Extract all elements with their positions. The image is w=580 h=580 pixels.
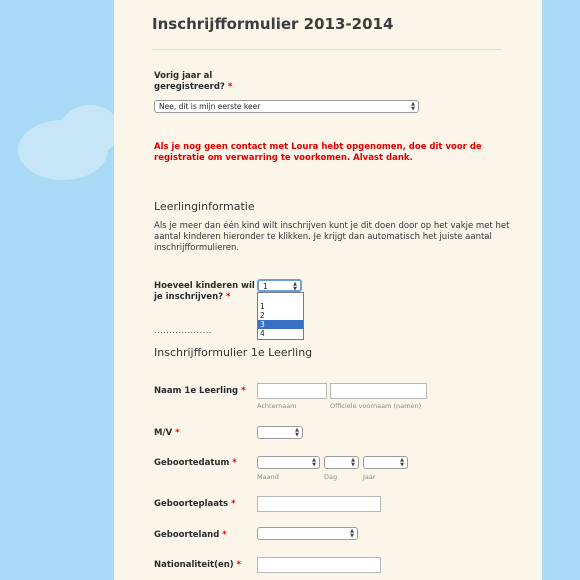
form1-heading: Inschrijfformulier 1e Leerling [154, 346, 313, 359]
select-arrows-icon: ▲ ▼ [293, 281, 297, 292]
required-marker: * [226, 292, 231, 302]
birthdate-label [154, 458, 237, 469]
children-count-label [154, 281, 259, 303]
select-arrows-icon: ▲ ▼ [411, 101, 415, 112]
children-count-select[interactable] [257, 279, 302, 292]
required-marker: * [175, 428, 180, 438]
prev-year-select[interactable] [154, 100, 419, 113]
prev-year-select-value: Nee, dit is mijn eerste keer [159, 102, 261, 111]
first-name-hint: Officiele voornaam (namen) [330, 402, 422, 410]
birth-year-hint: Jaar [363, 473, 376, 481]
birthplace-label [154, 499, 236, 510]
birthplace-label-text: Geboorteplaats [154, 499, 229, 509]
gender-label [154, 428, 180, 439]
required-marker: * [231, 499, 236, 509]
children-count-select-value: 1 [263, 282, 268, 291]
birth-month-select[interactable] [257, 456, 320, 469]
dropdown-option[interactable]: 4 [260, 329, 265, 338]
children-count-label-text: Hoeveel kinderen wil je inschrijven? [154, 281, 255, 302]
prev-year-label-text: Vorig jaar al geregistreerd? [154, 71, 225, 92]
birthcountry-select[interactable] [257, 527, 358, 540]
section-separator: ................... [154, 326, 212, 335]
select-arrows-icon: ▲ ▼ [295, 427, 299, 438]
background-cloud [60, 105, 120, 155]
student-name-label [154, 386, 246, 397]
dropdown-option-highlighted[interactable]: 3 [258, 320, 303, 329]
select-arrows-icon: ▲ ▼ [350, 528, 354, 539]
form-page [114, 0, 542, 580]
nationality-label-text: Nationaliteit(en) [154, 560, 234, 570]
prev-year-label [154, 71, 244, 93]
last-name-hint: Achternaam [257, 402, 297, 410]
gender-label-text: M/V [154, 428, 173, 438]
student-name-label-text: Naam 1e Leerling [154, 386, 239, 396]
birth-day-select[interactable] [324, 456, 359, 469]
student-info-text: Als je meer dan één kind wilt inschrijven kunt je dit doen door op het vakje met het aantal kinderen hieronder te klikken. Je krijgt dan automatisch het juiste aantal inschrijfformulieren. [154, 221, 510, 253]
required-marker: * [232, 458, 237, 468]
birthcountry-label-text: Geboorteland [154, 530, 220, 540]
birthcountry-label [154, 530, 227, 541]
select-arrows-icon: ▲ ▼ [351, 457, 355, 468]
birth-year-select[interactable] [363, 456, 408, 469]
warning-message: Als je nog geen contact met Loura hebt opgenomen, doe dit voor de registratie om verwarring te voorkomen. Alvast dank. [154, 142, 482, 163]
nationality-input[interactable] [257, 557, 381, 573]
dropdown-option[interactable] [258, 293, 303, 302]
birth-month-hint: Maand [257, 473, 279, 481]
nationality-label [154, 560, 241, 571]
select-arrows-icon: ▲ ▼ [312, 457, 316, 468]
birth-day-hint: Dag [324, 473, 338, 481]
gender-select[interactable] [257, 426, 303, 439]
select-arrows-icon: ▲ ▼ [400, 457, 404, 468]
first-name-input[interactable] [330, 383, 427, 399]
dropdown-option[interactable]: 2 [260, 311, 265, 320]
required-marker: * [222, 530, 227, 540]
birthplace-input[interactable] [257, 496, 381, 512]
required-marker: * [236, 560, 242, 570]
required-marker: * [241, 386, 246, 396]
student-info-heading: Leerlinginformatie [154, 200, 255, 213]
birthdate-label-text: Geboortedatum [154, 458, 230, 468]
last-name-input[interactable] [257, 383, 327, 399]
required-marker: * [227, 82, 233, 92]
children-count-dropdown[interactable] [257, 292, 304, 340]
title-divider [152, 49, 502, 50]
dropdown-option[interactable]: 1 [260, 302, 265, 311]
page-title: Inschrijfformulier 2013-2014 [152, 15, 394, 33]
